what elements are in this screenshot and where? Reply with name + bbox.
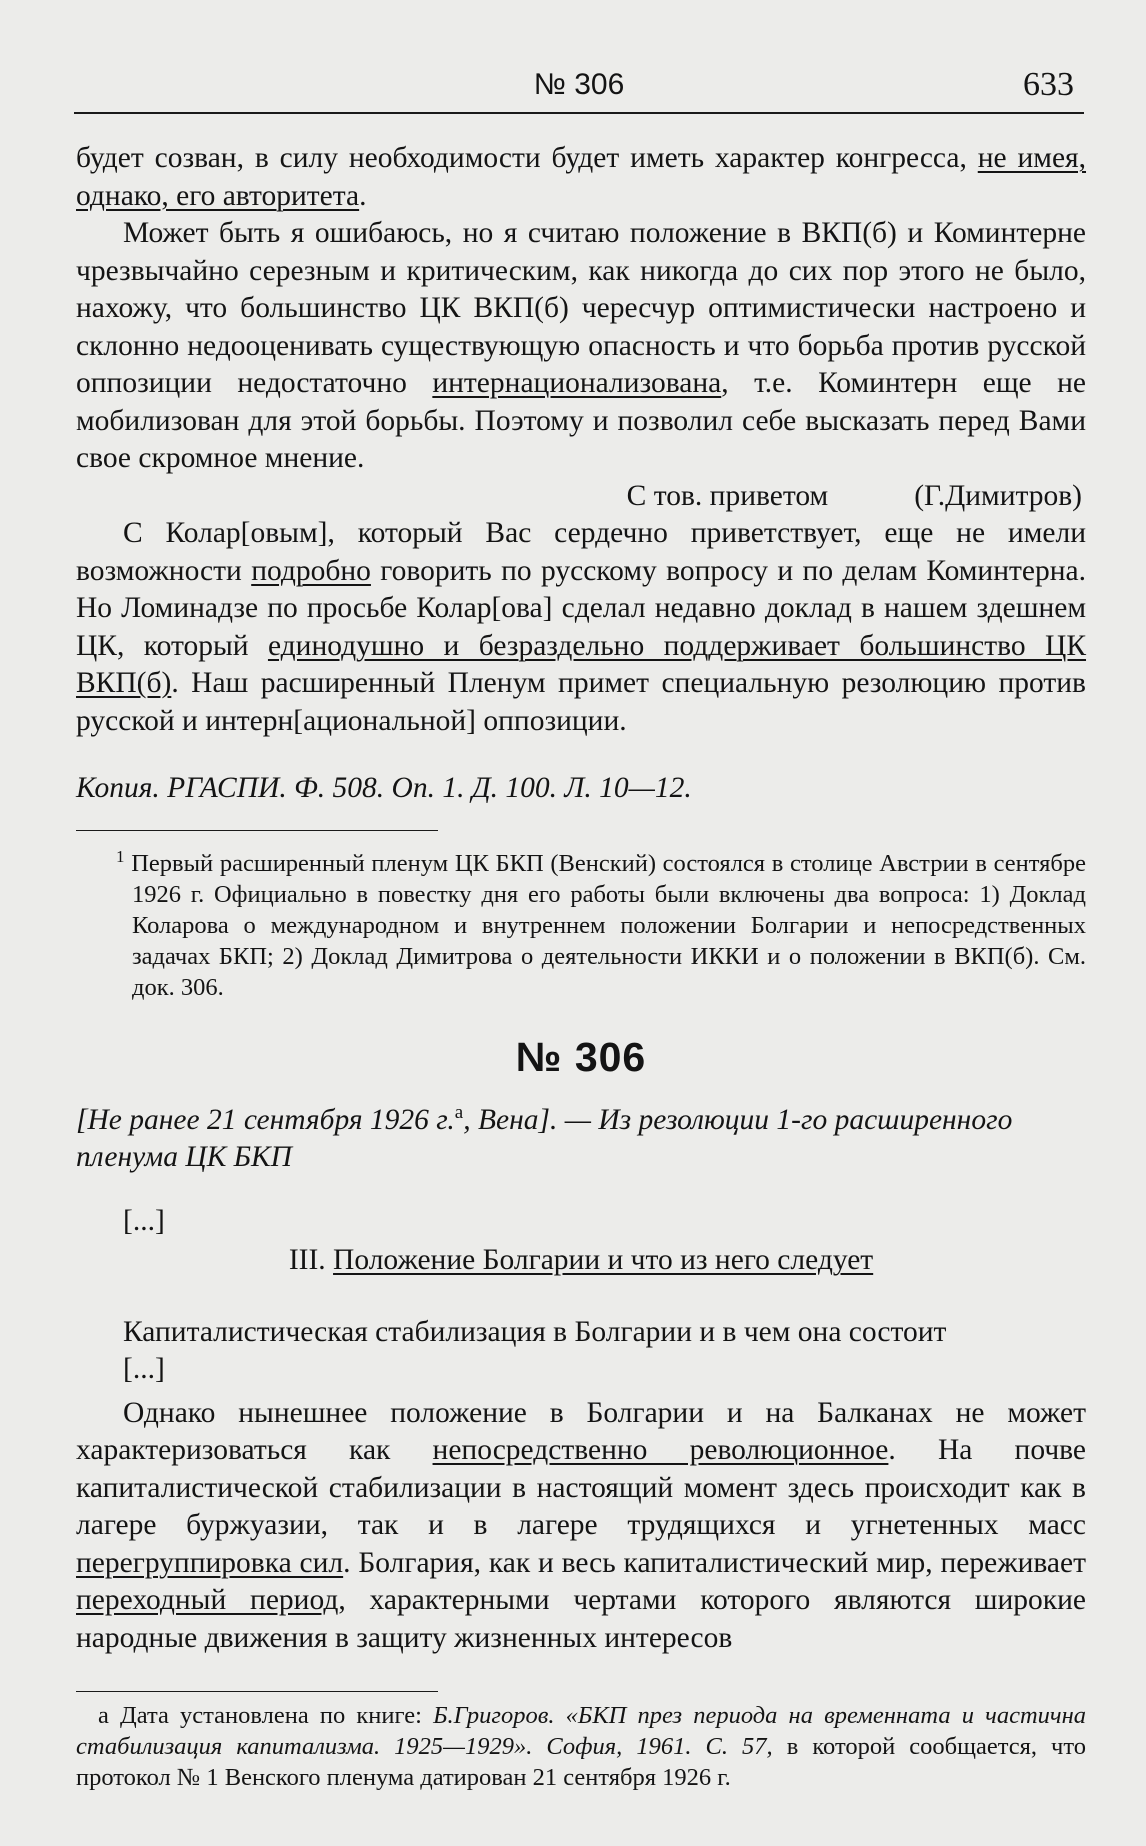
omission-marker-2: [...] [123, 1353, 165, 1386]
section-heading: III. Положение Болгарии и что из него следует [288, 1244, 874, 1277]
document-title: [Не ранее 21 сентября 1926 г.$^а$, Вена]. — Из резолюции 1-го расширенного пленума ЦК БКП [76, 1102, 1013, 1174]
letter-paragraph-3: С Колар[овым], который Вас сердечно приветствует, еще не имели возможности подробно говорить по русскому вопросу и по делам Коминтерна. Но Ломинадзе по просьбе Колар[ова] сделал недавно доклад в нашем здешнем ЦК, который единодушно и безраздельно поддерживает большинство ЦК ВКП(б). Наш расширенный Пленум примет специальную резолюцию против русской и интерн[ациональной] оппозиции. [76, 517, 1087, 737]
omission-marker: [...] [123, 1204, 165, 1237]
footnote-1: $^1$ Первый расширенный пленум ЦК БКП (Венский) состоялся в столице Австрии в сентябре 1926 г. Официально в повестку дня его работы были включены два вопроса: 1) Доклад Коларова о международном и внутреннем положении Болгарии и непосредственных задачах БКП; 2) Доклад Димитрова о деятельности ИККИ и о положении в ВКП(б). См. док. 306. [116, 846, 1086, 1001]
greeting: С тов. приветом [626, 479, 829, 512]
archive-reference: Копия. РГАСПИ. Ф. 508. Оп. 1. Д. 100. Л. 10—12. [76, 772, 692, 804]
page-header [74, 62, 1084, 114]
letter-paragraph-2: Может быть я ошибаюсь, но я считаю положение в ВКП(б) и Коминтерне чрезвычайно серезным и критическим, как никогда до сих пор этого не было, нахожу, что большинство ЦК ВКП(б) чересчур оптимистически настроено и склонно недооценивать существующую опасность и что борьба против русской оппозиции недостаточно интернационализована, т.е. Коминтерн еще не мобилизован для этой борьбы. Поэтому и позволил себе высказать перед Вами свое скромное мнение. [76, 217, 1086, 474]
letter-signoff [76, 478, 1086, 516]
subsection-heading: Капиталистическая стабилизация в Болгарии и в чем она состоит [123, 1315, 947, 1348]
signature: (Г.Димитров) [914, 479, 1082, 512]
letter-paragraph-1: будет созван, в силу необходимости будет иметь характер конгресса, не имея, однако, его авторитета. [76, 142, 1087, 212]
page-body [76, 140, 1086, 1793]
footnote-a: а Дата установлена по книге: Б.Григоров. «БКП през периода на временната и частична стабилизация капитализма. 1925—1929». София, 1961. С. 57, в которой сообщается, что протокол № 1 Венского пленума датирован 21 сентября 1926 г. [76, 1702, 1086, 1792]
document-number-heading: № 306 [515, 1033, 647, 1080]
running-head-doc-number: № 306 [533, 68, 625, 101]
footnote-divider-2 [76, 1691, 438, 1692]
page-number: 633 [1023, 66, 1074, 103]
footnote-divider [76, 830, 438, 831]
resolution-paragraph-1: Однако нынешнее положение в Болгарии и на Балканах не может характеризоваться как непосредственно революционное. На почве капиталистической стабилизации в настоящий момент здесь происходит как в лагере буржуазии, так и в лагере трудящихся и угнетенных масс перегруппировка сил. Болгария, как и весь капиталистический мир, переживает переходный период, характерными чертами которого являются широкие народные движения в защиту жизненных интересов [76, 1396, 1087, 1654]
